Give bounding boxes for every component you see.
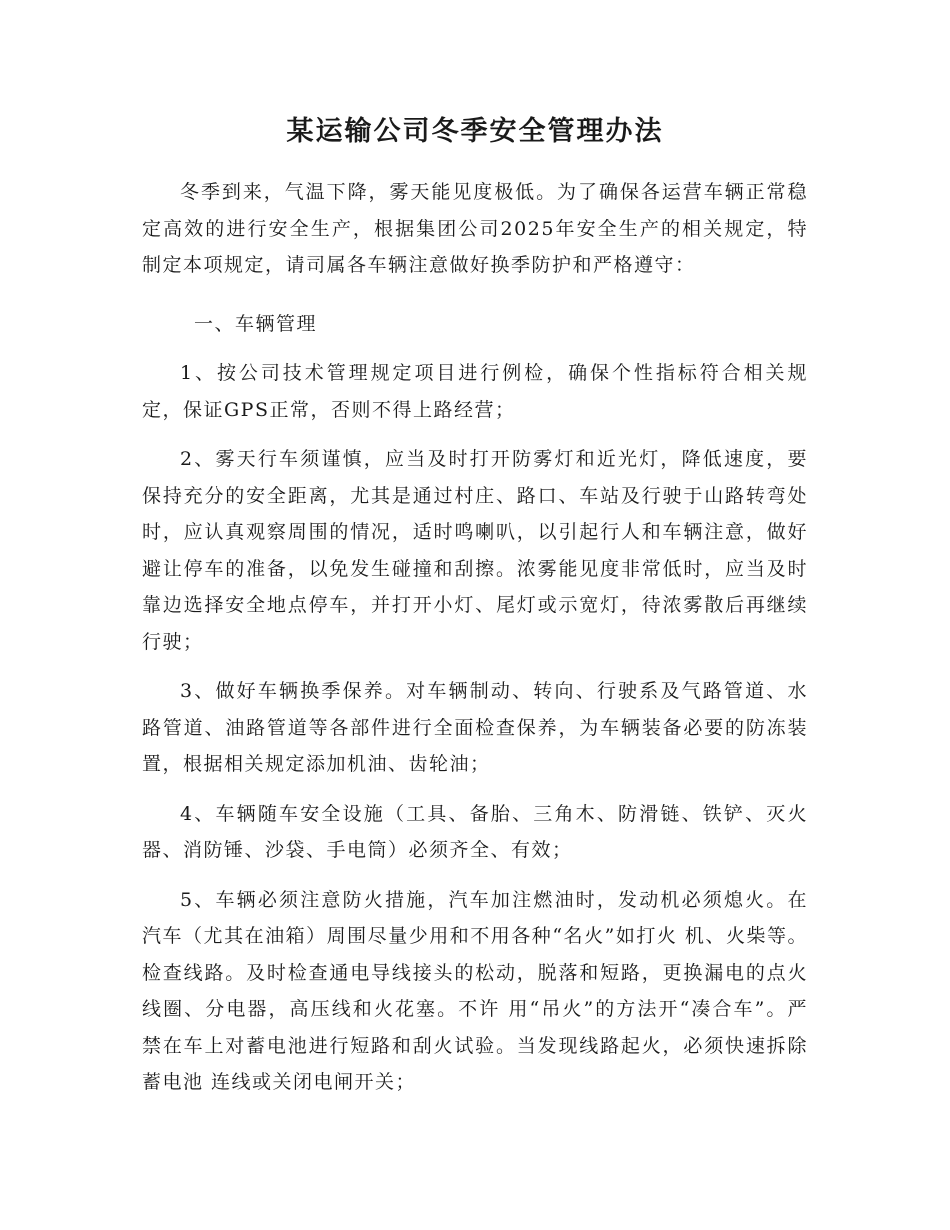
- intro-paragraph: 冬季到来，气温下降，雾天能见度极低。为了确保各运营车辆正常稳定高效的进行安全生产，根据集团公司2025年安全生产的相关规定，特制定本项规定，请司属各车辆注意做好换季防护和严格遵守：: [142, 181, 808, 276]
- document-title: 某运输公司冬季安全管理办法: [286, 116, 664, 147]
- list-item: 5、车辆必须注意防火措施，汽车加注燃油时，发动机必须熄火。在汽车（尤其在油箱）周围尽量少用和不用各种“名火”如打火 机、火柴等。检查线路。及时检查通电导线接头的松动，脱落和短路，更换漏电的点火线圈、分电器，高压线和火花塞。不许 用“吊火”的方法开“凑合车”。严禁在车上对蓄电池进行短路和刮火试验。当发现线路起火，必须快速拆除蓄电池 连线或关闭电闸开关；: [142, 888, 808, 1093]
- document-page: [142, 112, 808, 1101]
- list-item: 3、做好车辆换季保养。对车辆制动、转向、行驶系及气路管道、水路管道、油路管道等各部件进行全面检查保养，为车辆装备必要的防冻装置，根据相关规定添加机油、齿轮油；: [142, 680, 808, 775]
- list-item: 2、雾天行车须谨慎，应当及时打开防雾灯和近光灯，降低速度，要保持充分的安全距离，尤其是通过村庄、路口、车站及行驶于山路转弯处时，应认真观察周围的情况，适时鸣喇叭，以引起行人和车辆注意，做好避让停车的准备，以免发生碰撞和刮擦。浓雾能见度非常低时，应当及时靠边选择安全地点停车，并打开小灯、尾灯或示宽灯，待浓雾散后再继续行驶；: [142, 448, 808, 653]
- list-item: 1、按公司技术管理规定项目进行例检，确保个性指标符合相关规定，保证GPS正常，否则不得上路经营；: [142, 362, 808, 421]
- list-item: 4、车辆随车安全设施（工具、备胎、三角木、防滑链、铁铲、灭火器、消防锤、沙袋、手电筒）必须齐全、有效；: [142, 802, 808, 861]
- section-heading-vehicle-management: 一、车辆管理: [194, 312, 318, 335]
